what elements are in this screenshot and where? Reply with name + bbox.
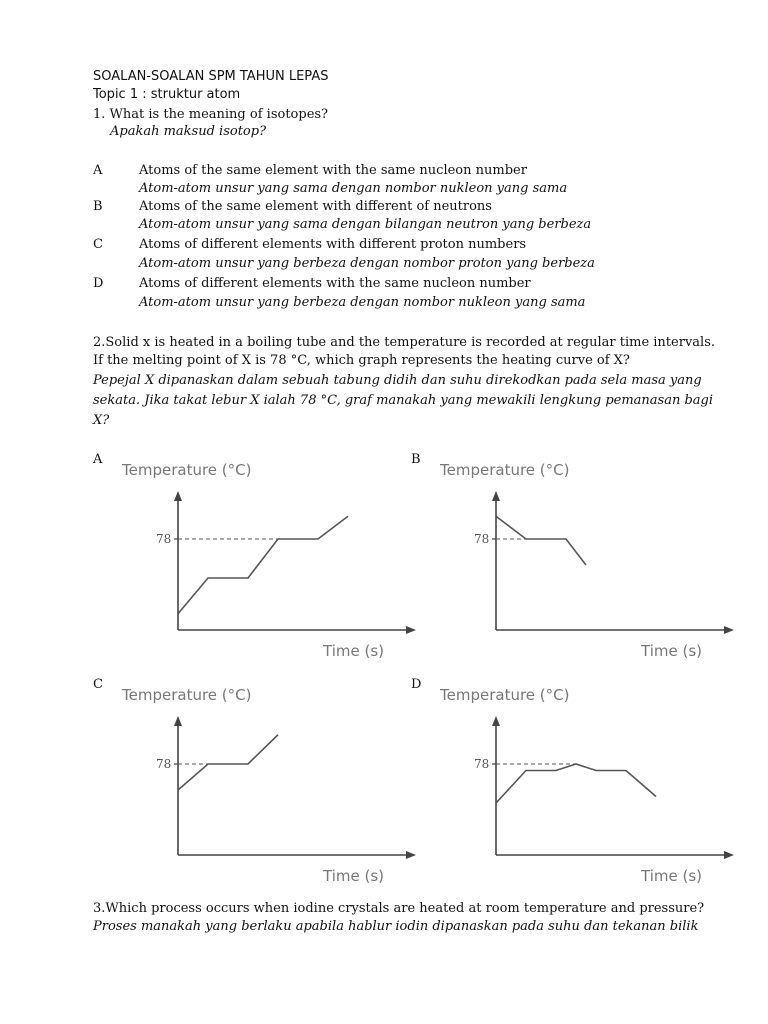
graph-d-x-arrow [724,851,734,859]
graph-a-x-axis-label: Time (s) [323,642,384,660]
q1-option-a-translation: Atom-atom unsur yang sama dengan nombor nukleon yang sama [139,181,568,196]
graph-b-heating-curve [496,516,586,565]
q3-translation: Proses manakah yang berlaku apabila hablur iodin dipanaskan pada suhu dan tekanan bilik [93,919,699,934]
q1-option-d-letter: D [93,276,104,291]
q1-option-c-text: Atoms of different elements with different proton numbers [139,237,527,252]
q2-translation-line-2: sekata. Jika takat lebur X ialah 78 °C, graf manakah yang mewakili lengkung pemanasan bagi [93,393,714,408]
q1-question: 1. What is the meaning of isotopes? [93,107,329,122]
graph-b-x-axis-label: Time (s) [641,642,702,660]
q1-option-a-text: Atoms of the same element with the same nucleon number [139,163,527,178]
graph-b-y-axis-label: Temperature (°C) [440,461,570,479]
graph-d-heating-curve [496,764,656,803]
graph-c-heating-curve [178,735,278,790]
graph-a-heating-curve [178,516,348,614]
q2-line-1: 2.Solid x is heated in a boiling tube and the temperature is recorded at regular time intervals. [93,335,715,350]
q2-line-2: If the melting point of X is 78 °C, which graph represents the heating curve of X? [93,353,630,368]
topic-label: Topic 1 : struktur atom [93,87,241,102]
graph-c-x-axis-label: Time (s) [323,867,384,885]
graph-c-y-arrow [174,716,182,726]
graph-d-x-axis-label: Time (s) [641,867,702,885]
graph-a-reference-label: 78 [156,532,172,546]
graph-d-reference-label: 78 [474,757,490,771]
graph-c-reference-label: 78 [156,757,172,771]
graph-d-y-axis-label: Temperature (°C) [440,686,570,704]
graph-c-letter: C [93,677,103,692]
q2-translation-line-3: X? [93,413,110,428]
q1-translation: Apakah maksud isotop? [110,124,267,139]
page-title: SOALAN-SOALAN SPM TAHUN LEPAS [93,69,329,84]
graph-d-letter: D [411,677,422,692]
q2-translation-line-1: Pepejal X dipanaskan dalam sebuah tabung didih dan suhu direkodkan pada sela masa yang [93,373,702,388]
q1-option-a-letter: A [93,163,103,178]
q1-option-b-text: Atoms of the same element with different of neutrons [139,199,492,214]
graph-a-x-arrow [406,626,416,634]
q3-question: 3.Which process occurs when iodine crystals are heated at room temperature and pressure? [93,901,705,916]
graph-c-y-axis-label: Temperature (°C) [122,686,252,704]
graph-a-y-arrow [174,491,182,501]
graph-b [436,455,716,670]
q1-option-b-letter: B [93,199,103,214]
graph-a-y-axis-label: Temperature (°C) [122,461,252,479]
graph-d-y-arrow [492,716,500,726]
q1-option-d-text: Atoms of different elements with the same nucleon number [139,276,531,291]
q1-option-c-letter: C [93,237,103,252]
q1-option-c-translation: Atom-atom unsur yang berbeza dengan nombor proton yang berbeza [139,256,595,271]
graph-a [118,455,398,670]
graph-a-letter: A [93,452,103,467]
graph-d [436,680,716,895]
graph-c-x-arrow [406,851,416,859]
q1-option-d-translation: Atom-atom unsur yang berbeza dengan nombor nukleon yang sama [139,295,586,310]
q1-option-b-translation: Atom-atom unsur yang sama dengan bilangan neutron yang berbeza [139,217,592,232]
graph-b-y-arrow [492,491,500,501]
graph-b-letter: B [411,452,421,467]
graph-b-x-arrow [724,626,734,634]
graph-c [118,680,398,895]
graph-b-reference-label: 78 [474,532,490,546]
